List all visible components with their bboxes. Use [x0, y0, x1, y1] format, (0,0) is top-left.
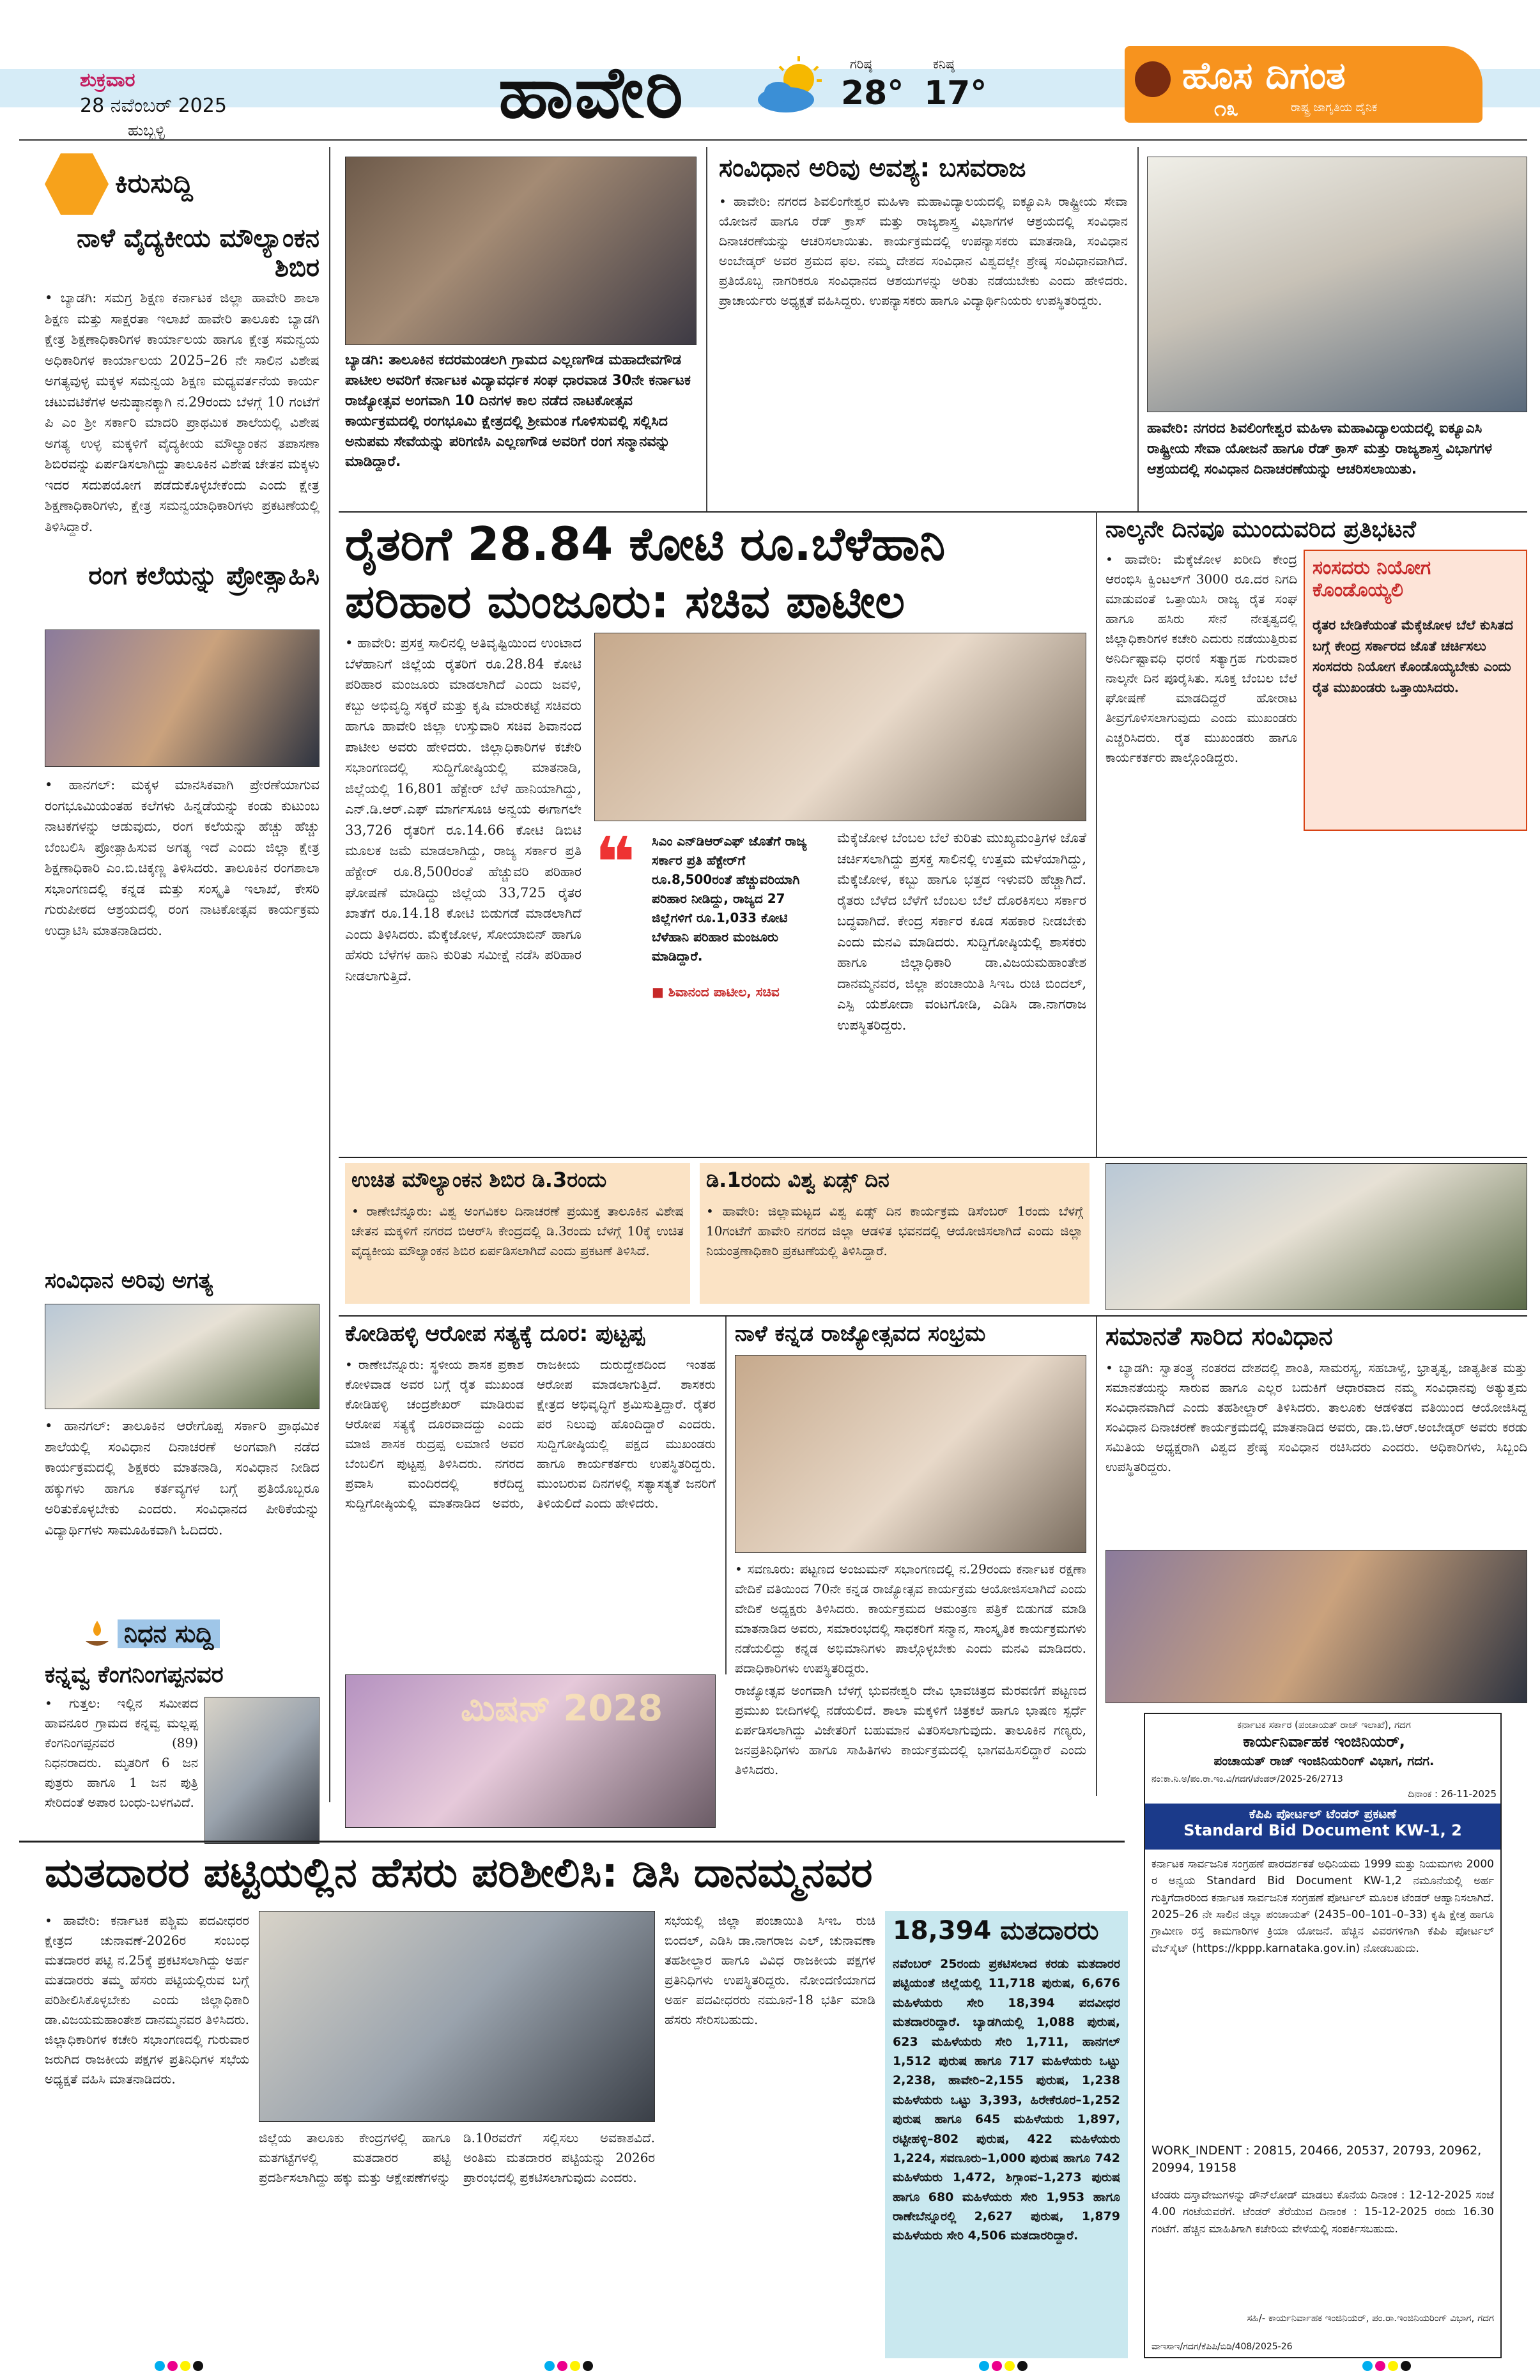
rajyotsava-headline: ನಾಳೆ ಕನ್ನಡ ರಾಜ್ಯೋತ್ಸವದ ಸಂಭ್ರಮ	[735, 1321, 986, 1347]
tender-body-2: ಟೆಂಡರು ದಸ್ತಾವೇಜುಗಳನ್ನು ಡೌನ್‌ಲೋಡ್ ಮಾಡಲು ಕೊನೆಯ ದಿನಾಂಕ : 12-12-2025 ಸಂಜೆ 4.00 ಗಂಟೆಯವರೆಗೆ. ಟೆಂಡರ್ ತೆರೆಯುವ ದಿನಾಂಕ : 15-12-2025 ರಂದು 16.30 ಗಂಟೆಗೆ. ಹೆಚ್ಚಿನ ಮಾಹಿತಿಗಾಗಿ ಕಚೇರಿಯ ವೇಳೆಯಲ್ಲಿ ಸಂಪರ್ಕಿಸಬಹುದು.	[1151, 2189, 1494, 2236]
lead-press-photo	[594, 633, 1086, 821]
paper-tagline: ರಾಷ್ಟ್ರ ಜಾಗೃತಿಯ ದೈನಿಕ	[1291, 101, 1378, 114]
tender-title: ಕಾರ್ಯನಿರ್ವಾಹಕ ಇಂಜಿನಿಯರ್,	[1243, 1733, 1405, 1750]
rule-lead-right	[1096, 511, 1097, 1157]
samvidhana-headline: ಸಂವಿಧಾನ ಅರಿವು ಅವಶ್ಯ: ಬಸವರಾಜ	[719, 153, 1026, 183]
rule-kodihalli	[725, 1317, 727, 1674]
samanate-body: • ಬ್ಯಾಡಗಿ: ಸ್ವಾತಂತ್ರ್ಯ ನಂತರದ ದೇಶದಲ್ಲಿ ಶಾಂತಿ, ಸಾಮರಸ್ಯ, ಸಹಬಾಳ್ವೆ, ಭ್ರಾತೃತ್ವ, ಜಾತ್ಯತೀತ ಮತ್ತು ಸಮಾನತೆಯನ್ನು ಸಾರುವ ಹಾಗೂ ಎಲ್ಲರ ಬದುಕಿಗೆ ಆಧಾರವಾದ ನಮ್ಮ ಸಂವಿಧಾನವು ಅತ್ಯುತ್ತಮ ಸಂವಿಧಾನವಾಗಿದೆ ಎಂದು ತಹಶೀಲ್ದಾರ್ ತಿಳಿಸಿದರು. ತಾಲೂಕು ಆಡಳಿತದ ವತಿಯಿಂದ ಆಯೋಜಿಸಿದ್ದ ಸಂವಿಧಾನ ದಿನಾಚರಣೆ ಕಾರ್ಯಕ್ರಮದಲ್ಲಿ ಮಾತನಾಡಿದ ಅವರು, ಡಾ.ಬಿ.ಆರ್.ಅಂಬೇಡ್ಕರ್ ಅವರು ಕರಡು ಸಮಿತಿಯ ಅಧ್ಯಕ್ಷರಾಗಿ ವಿಶ್ವದ ಶ್ರೇಷ್ಠ ಸಂವಿಧಾನ ರಚಿಸಿದರು ಎಂದರು. ಅಧಿಕಾರಿಗಳು, ಸಿಬ್ಬಂದಿ ಉಪಸ್ಥಿತರಿದ್ದರು.	[1105, 1360, 1527, 1474]
kirusuddi-body-2: • ಹಾನಗಲ್: ಮಕ್ಕಳ ಮಾನಸಿಕವಾಗಿ ಪ್ರೇರಣೆಯಾಗುವ ರಂಗಭೂಮಿಯಂತಹ ಕಲೆಗಳು ಹಿನ್ನಡೆಯನ್ನು ಕಂಡು ಕುಟುಂಬ ನಾಟಕಗಳನ್ನು ಆಡುವುದು, ರಂಗ ಕಲೆಯನ್ನು ಹೆಚ್ಚು ಹೆಚ್ಚು ಬೆಂಬಲಿಸಿ ಪ್ರೋತ್ಸಾಹಿಸುವ ಅಗತ್ಯ ಇದೆ ಎಂದು ಜಿಲ್ಲಾ ಕ್ಷೇತ್ರ ಶಿಕ್ಷಣಾಧಿಕಾರಿ ಎಂ.ಬಿ.ಚಿಕ್ಕಣ್ಣ ತಿಳಿಸಿದರು. ತಾಲೂಕಿನ ರಂಗಶಾಲಾ ಸಭಾಂಗಣದಲ್ಲಿ ಕನ್ನಡ ಮತ್ತು ಸಂಸ್ಕೃತಿ ಇಲಾಖೆ, ಕೇಸರಿ ಗುರುಪೀಠದ ಆಶ್ರಯದಲ್ಲಿ ರಂಗ ನಾಟಕೋತ್ಸವ ಕಾರ್ಯಕ್ರಮ ಉದ್ಘಾಟಿಸಿ ಮಾತನಾಡಿದರು.	[45, 777, 320, 938]
shibira-headline: ಉಚಿತ ಮೌಲ್ಯಾಂಕನ ಶಿಬಿರ ಡಿ.3ರಂದು	[351, 1168, 607, 1192]
day-label: ಶುಕ್ರವಾರ	[80, 69, 135, 91]
kodihalli-body: • ರಾಣೇಬೆನ್ನೂರು: ಸ್ಥಳೀಯ ಶಾಸಕ ಪ್ರಕಾಶ ಕೋಳಿವಾಡ ಅವರ ಬಗ್ಗೆ ರೈತ ಮುಖಂಡ ಕೋಡಿಹಳ್ಳಿ ಚಂದ್ರಶೇಖರ್ ಮಾಡಿರುವ ಆರೋಪ ಸತ್ಯಕ್ಕೆ ದೂರವಾದದ್ದು ಎಂದು ಮಾಜಿ ಶಾಸಕ ರುದ್ರಪ್ಪ ಲಮಾಣಿ ಅವರ ಬೆಂಬಲಿಗ ಪುಟ್ಟಪ್ಪ ತಿಳಿಸಿದರು. ನಗರದ ಪ್ರವಾಸಿ ಮಂದಿರದಲ್ಲಿ ಕರೆದಿದ್ದ ಸುದ್ದಿಗೋಷ್ಠಿಯಲ್ಲಿ ಮಾತನಾಡಿದ ಅವರು, ರಾಜಕೀಯ ದುರುದ್ದೇಶದಿಂದ ಇಂತಹ ಆರೋಪ ಮಾಡಲಾಗುತ್ತಿದೆ. ಶಾಸಕರು ಕ್ಷೇತ್ರದ ಅಭಿವೃದ್ಧಿಗೆ ಶ್ರಮಿಸುತ್ತಿದ್ದಾರೆ. ರೈತರ ಪರ ನಿಲುವು ಹೊಂದಿದ್ದಾರೆ ಎಂದರು. ಸುದ್ದಿಗೋಷ್ಠಿಯಲ್ಲಿ ಪಕ್ಷದ ಮುಖಂಡರು ಹಾಗೂ ಕಾರ್ಯಕರ್ತರು ಉಪಸ್ಥಿತರಿದ್ದರು. ಮುಂಬರುವ ದಿನಗಳಲ್ಲಿ ಸತ್ಯಾಸತ್ಯತೆ ಜನರಿಗೆ ತಿಳಿಯಲಿದೆ ಎಂದು ಹೇಳಿದರು.	[345, 1357, 716, 1511]
samvidhana-body: • ಹಾವೇರಿ: ನಗರದ ಶಿವಲಿಂಗೇಶ್ವರ ಮಹಿಳಾ ಮಹಾವಿದ್ಯಾಲಯದಲ್ಲಿ ಐಕ್ಯೂಎಸಿ ರಾಷ್ಟ್ರೀಯ ಸೇವಾ ಯೋಜನೆ ಹಾಗೂ ರೆಡ್ ಕ್ರಾಸ್ ಮತ್ತು ರಾಜ್ಯಶಾಸ್ತ್ರ ವಿಭಾಗಗಳ ಆಶ್ರಯದಲ್ಲಿ ಸಂವಿಧಾನ ದಿನಾಚರಣೆಯನ್ನು ಆಚರಿಸಲಾಯಿತು. ಕಾರ್ಯಕ್ರಮದಲ್ಲಿ ಉಪನ್ಯಾಸಕರು ಮಾತನಾಡಿ, ಸಂವಿಧಾನ ಅಂಬೇಡ್ಕರ್ ಅವರ ಶ್ರಮದ ಫಲ. ನಮ್ಮ ದೇಶದ ಸಂವಿಧಾನ ವಿಶ್ವದಲ್ಲೇ ಶ್ರೇಷ್ಠ ಸಂವಿಧಾನವಾಗಿದೆ. ಪ್ರತಿಯೊಬ್ಬ ನಾಗರಿಕರೂ ಸಂವಿಧಾನದ ಆಶಯಗಳನ್ನು ಅರಿತು ನಡೆಯಬೇಕು ಎಂದು ಹೇಳಿದರು. ಪ್ರಾಚಾರ್ಯರು ಅಧ್ಯಕ್ಷತೆ ವಹಿಸಿದ್ದರು. ಉಪನ್ಯಾಸಕರು ಹಾಗೂ ವಿದ್ಯಾರ್ಥಿನಿಯರು ಉಪಸ್ಥಿತರಿದ್ದರು.	[719, 194, 1128, 308]
lead-headline-2: ಪರಿಹಾರ ಮಂಜೂರು: ಸಚಿವ ಪಾಟೀಲ	[345, 575, 905, 628]
masthead	[0, 0, 1540, 139]
rajyotsava-body-continued: ರಾಜ್ಯೋತ್ಸವ ಅಂಗವಾಗಿ ಬೆಳಗ್ಗೆ ಭುವನೇಶ್ವರಿ ದೇವಿ ಭಾವಚಿತ್ರದ ಮೆರವಣಿಗೆ ಪಟ್ಟಣದ ಪ್ರಮುಖ ಬೀದಿಗಳಲ್ಲಿ ನಡೆಯಲಿದೆ. ಶಾಲಾ ಮಕ್ಕಳಿಗೆ ಚಿತ್ರಕಲೆ ಹಾಗೂ ಭಾಷಣ ಸ್ಪರ್ಧೆ ಏರ್ಪಡಿಸಲಾಗಿದ್ದು ವಿಜೇತರಿಗೆ ಬಹುಮಾನ ವಿತರಿಸಲಾಗುವುದು. ತಾಲೂಕಿನ ಗಣ್ಯರು, ಜನಪ್ರತಿನಿಧಿಗಳು ಹಾಗೂ ಸಾಹಿತಿಗಳು ಕಾರ್ಯಕ್ರಮದಲ್ಲಿ ಭಾಗವಹಿಸಲಿದ್ದಾರೆ ಎಂದು ತಿಳಿಸಿದರು.	[735, 1683, 1086, 1777]
rule-rajyotsava	[1096, 1317, 1097, 1796]
left-col-rule	[329, 147, 330, 1802]
protest-photo	[1105, 1163, 1527, 1310]
mission-banner-text: ಮಿಷನ್ 2028	[461, 1688, 663, 1729]
lead-col-1: • ಹಾವೇರಿ: ಪ್ರಸಕ್ತ ಸಾಲಿನಲ್ಲಿ ಅತಿವೃಷ್ಟಿಯಿಂದ ಉಂಟಾದ ಬೆಳೆಹಾನಿಗೆ ಜಿಲ್ಲೆಯ ರೈತರಿಗೆ ರೂ.28.84 ಕೋಟಿ ಪರಿಹಾರ ಮಂಜೂರು ಮಾಡಲಾಗಿದೆ ಎಂದು ಜವಳಿ, ಕಬ್ಬು ಅಭಿವೃದ್ಧಿ ಸಕ್ಕರೆ ಮತ್ತು ಕೃಷಿ ಮಾರುಕಟ್ಟೆ ಸಚಿವರು ಹಾಗೂ ಹಾವೇರಿ ಜಿಲ್ಲಾ ಉಸ್ತುವಾರಿ ಸಚಿವ ಶಿವಾನಂದ ಪಾಟೀಲ ಅವರು ಹೇಳಿದರು. ಜಿಲ್ಲಾಧಿಕಾರಿಗಳ ಕಚೇರಿ ಸಭಾಂಗಣದಲ್ಲಿ ಸುದ್ದಿಗೋಷ್ಠಿಯಲ್ಲಿ ಮಾತನಾಡಿ, ಜಿಲ್ಲೆಯಲ್ಲಿ 16,801 ಹೆಕ್ಟೇರ್ ಬೆಳೆ ಹಾನಿಯಾಗಿದ್ದು, ಎನ್.ಡಿ.ಆರ್.ಎಫ್ ಮಾರ್ಗಸೂಚಿ ಅನ್ವಯ ಈಗಾಗಲೇ 33,726 ರೈತರಿಗೆ ರೂ.14.66 ಕೋಟಿ ಡಿಬಿಟಿ ಮೂಲಕ ಜಮೆ ಮಾಡಲಾಗಿದ್ದು, ರಾಜ್ಯ ಸರ್ಕಾರ ಪ್ರತಿ ಹೆಕ್ಟೇರ್ ರೂ.8,500ರಂತೆ ಹೆಚ್ಚುವರಿ ಪರಿಹಾರ ಘೋಷಣೆ ಮಾಡಿದ್ದು ಜಿಲ್ಲೆಯ 33,725 ರೈತರ ಖಾತೆಗೆ ರೂ.14.18 ಕೋಟಿ ಬಿಡುಗಡೆ ಮಾಡಲಾಗಿದೆ ಎಂದು ತಿಳಿಸಿದರು. ಮೆಕ್ಕೆಜೋಳ, ಸೋಯಾಬಿನ್ ಹಾಗೂ ಹೆಸರು ಬೆಳೆಗಳ ಹಾನಿ ಕುರಿತು ಸಮೀಕ್ಷೆ ನಡೆಸಿ ಪರಿಹಾರ ನೀಡಲಾಗುತ್ತಿದೆ.	[345, 635, 581, 984]
quote-icon: ❝	[594, 822, 636, 904]
shibira-body: • ರಾಣೇಬೆನ್ನೂರು: ವಿಶ್ವ ಅಂಗವಿಕಲ ದಿನಾಚರಣೆ ಪ್ರಯುಕ್ತ ತಾಲೂಕಿನ ವಿಶೇಷ ಚೇತನ ಮಕ್ಕಳಿಗೆ ನಗರದ ಬಿಆರ್‌ಸಿ ಕೇಂದ್ರದಲ್ಲಿ ಡಿ.3ರಂದು ಬೆಳಗ್ಗೆ 10ಕ್ಕೆ ಉಚಿತ ವೈದ್ಯಕೀಯ ಮೌಲ್ಯಾಂಕನ ಶಿಬಿರ ಏರ್ಪಡಿಸಲಾಗಿದೆ ಎಂದು ಪ್ರಕಟಣೆ ತಿಳಿಸಿದೆ.	[351, 1203, 684, 1258]
tender-dept: ಕರ್ನಾಟಕ ಸರ್ಕಾರ (ಪಂಚಾಯತ್ ರಾಜ್ ಇಲಾಖೆ), ಗದಗ	[1237, 1719, 1411, 1731]
rajyotsava-photo	[735, 1355, 1086, 1553]
city-label: ಹುಬ್ಬಳ್ಳಿ	[128, 121, 165, 139]
tender-band-1: ಕೆಪಿಪಿ ಪೋರ್ಟಲ್ ಟೆಂಡರ್ ಪ್ರಕಟಣೆ	[1249, 1806, 1397, 1821]
max-temp-label: ಗರಿಷ್ಠ	[850, 56, 872, 72]
aids-headline: ಡಿ.1ರಂದು ವಿಶ್ವ ಏಡ್ಸ್ ದಿನ	[706, 1168, 889, 1192]
rule-under-top	[339, 511, 1527, 513]
tender-band-2: Standard Bid Document KW-1, 2	[1183, 1821, 1462, 1839]
tender-body: ಕರ್ನಾಟಕ ಸಾರ್ವಜನಿಕ ಸಂಗ್ರಹಣೆ ಪಾರದರ್ಶಕತೆ ಅಧಿನಿಯಮ 1999 ಮತ್ತು ನಿಯಮಗಳು 2000 ರ ಅನ್ವಯ Standard Bid Document KW-1,2 ನಮೂನೆಯಲ್ಲಿ ಅರ್ಹ ಗುತ್ತಿಗೆದಾರರಿಂದ ಕರ್ನಾಟಕ ಸಾರ್ವಜನಿಕ ಸಂಗ್ರಹಣೆ ಪೋರ್ಟಲ್ ಮೂಲಕ ಟೆಂಡರ್ ಆಹ್ವಾನಿಸಲಾಗಿದೆ. 2025–26 ನೇ ಸಾಲಿನ ಜಿಲ್ಲಾ ಪಂಚಾಯತ್ (2435–00–101–0–33) ಕೃಷಿ ಕ್ಷೇತ್ರ ಹಾಗೂ ಗ್ರಾಮೀಣ ರಸ್ತೆ ಕಾಮಗಾರಿಗಳ ಕ್ರಿಯಾ ಯೋಜನೆ. ಹೆಚ್ಚಿನ ವಿವರಗಳಿಗಾಗಿ ಕೆಪಿಪಿ ಪೋರ್ಟಲ್ ವೆಬ್‌ಸೈಟ್ (https://kppp.karnataka.gov.in) ನೋಡಬಹುದು.	[1151, 1858, 1494, 1955]
rule-top-1	[706, 147, 707, 511]
lead-quote-box	[594, 822, 824, 1007]
kirusuddi-badge	[45, 153, 262, 215]
protest-box-body: ರೈತರ ಬೇಡಿಕೆಯಂತೆ ಮೆಕ್ಕೆಜೋಳ ಬೆಲೆ ಕುಸಿತದ ಬಗ್ಗೆ ಕೇಂದ್ರ ಸರ್ಕಾರದ ಜೊತೆ ಚರ್ಚಿಸಲು ಸಂಸದರು ನಿಯೋಗ ಕೊಂಡೊಯ್ಯಬೇಕು ಎಂದು ರೈತ ಮುಖಂಡರು ಒತ್ತಾಯಿಸಿದರು.	[1313, 617, 1513, 695]
voters-photo	[259, 1911, 655, 2122]
paper-name: ಹೊಸ ದಿಗಂತ	[1182, 54, 1346, 97]
paper-page-number: ೧೩	[1214, 96, 1239, 121]
tender-footer: ವಾಇಸಾಇ/ಗದಗ/ಕೆಪಿಪಿ/ಬಿಡಿ/408/2025-26	[1151, 2342, 1293, 2352]
weather-icon	[754, 54, 831, 118]
tender-ref: ನಂ:ಕಾ.ನಿ.ಅ/ಪಂ.ರಾ.ಇಂ.ವಿ/ಗದಗ/ಟೆಂಡರ್/2025-26/2713	[1151, 1774, 1343, 1784]
date-label: 28 ನವೆಂಬರ್ 2025	[80, 95, 227, 117]
protest-box	[1304, 550, 1527, 831]
voters-box	[885, 1911, 1128, 2358]
samvidhana-photo	[1147, 157, 1527, 412]
min-temp: 17°	[924, 74, 987, 112]
min-temp-label: ಕನಿಷ್ಠ	[933, 56, 955, 72]
lamp-icon	[83, 1619, 111, 1650]
nidhana-text: • ಗುತ್ತಲ: ಇಲ್ಲಿನ ಸಮೀಪದ ಹಾವನೂರ ಗ್ರಾಮದ ಕನ್ನವ್ವ ಮಲ್ಲಪ್ಪ ಕೆಂಗನಿಂಗಪ್ಪನವರ (89) ನಿಧನರಾದರು. ಮೃತರಿಗೆ 6 ಜನ ಪುತ್ರರು ಹಾಗೂ 1 ಜನ ಪುತ್ರಿ ಸೇರಿದಂತೆ ಅಪಾರ ಬಂಧು-ಬಳಗವಿದೆ.	[45, 1696, 198, 1810]
kirusuddi-body-1: • ಬ್ಯಾಡಗಿ: ಸಮಗ್ರ ಶಿಕ್ಷಣ ಕರ್ನಾಟಕ ಜಿಲ್ಲಾ ಹಾವೇರಿ ಶಾಲಾ ಶಿಕ್ಷಣ ಮತ್ತು ಸಾಕ್ಷರತಾ ಇಲಾಖೆ ಹಾವೇರಿ ತಾಲೂಕು ಬ್ಯಾಡಗಿ ಕ್ಷೇತ್ರ ಶಿಕ್ಷಣಾಧಿಕಾರಿಗಳ ಕಾರ್ಯಾಲಯ ಹಾಗೂ ಕ್ಷೇತ್ರ ಸಮನ್ವಯ ಅಧಿಕಾರಿಗಳ ಕಾರ್ಯಾಲಯ 2025–26 ನೇ ಸಾಲಿನ ವಿಶೇಷ ಅಗತ್ಯವುಳ್ಳ ಮಕ್ಕಳ ಸಮನ್ವಯ ಶಿಕ್ಷಣ ಮಧ್ಯವರ್ತನೆಯ ಕಾರ್ಯ ಚಟುವಟಿಕೆಗಳ ಅನುಷ್ಠಾನಕ್ಕಾಗಿ ನ.29ರಂದು ಬೆಳಗ್ಗೆ 10 ಗಂಟೆಗೆ ಪಿ ಎಂ ಶ್ರೀ ಸರ್ಕಾರಿ ಮಾದರಿ ಪ್ರಾಥಮಿಕ ಶಾಲೆಯಲ್ಲಿ ವಿಶೇಷ ಅಗತ್ಯ ಉಳ್ಳ ಮಕ್ಕಳಿಗೆ ವೈದ್ಯಕೀಯ ಮೌಲ್ಯಾಂಕನ ತಪಾಸಣಾ ಶಿಬಿರವನ್ನು ಏರ್ಪಡಿಸಲಾಗಿದ್ದು ತಾಲೂಕಿನ ವಿಶೇಷ ಚೇತನ ಮಕ್ಕಳು ಇದರ ಸದುಪಯೋಗ ಪಡೆದುಕೊಳ್ಳಬೇಕೆಂದು ಎಂದು ಕ್ಷೇತ್ರ ಶಿಕ್ಷಣಾಧಿಕಾರಿಗಳು, ಕ್ಷೇತ್ರ ಸಮನ್ವಯಾಧಿಕಾರಿಗಳು ಪ್ರಕಟಣೆಯಲ್ಲಿ ತಿಳಿಸಿದ್ದಾರೆ.	[45, 290, 320, 535]
samanate-headline: ಸಮಾನತೆ ಸಾರಿದ ಸಂವಿಧಾನ	[1105, 1322, 1333, 1351]
kirusuddi-body-3: • ಹಾನಗಲ್: ತಾಲೂಕಿನ ಆರೇಗೊಪ್ಪ ಸರ್ಕಾರಿ ಪ್ರಾಥಮಿಕ ಶಾಲೆಯಲ್ಲಿ ಸಂವಿಧಾನ ದಿನಾಚರಣೆ ಅಂಗವಾಗಿ ನಡೆದ ಕಾರ್ಯಕ್ರಮದಲ್ಲಿ ಶಿಕ್ಷಕರು ಮಾತನಾಡಿ, ಸಂವಿಧಾನ ನೀಡಿದ ಹಕ್ಕುಗಳು ಹಾಗೂ ಕರ್ತವ್ಯಗಳ ಬಗ್ಗೆ ಪ್ರತಿಯೊಬ್ಬರೂ ಅರಿತುಕೊಳ್ಳಬೇಕು ಎಂದರು. ಸಂವಿಧಾನದ ಪೀಠಿಕೆಯನ್ನು ವಿದ್ಯಾರ್ಥಿಗಳು ಸಾಮೂಹಿಕವಾಗಿ ಓದಿದರು.	[45, 1418, 320, 1538]
voters-headline: ಮತದಾರರ ಪಟ್ಟಿಯಲ್ಲಿನ ಹೆಸರು ಪರಿಶೀಲಿಸಿ: ಡಿಸಿ ದಾನಮ್ಮನವರ	[45, 1850, 873, 1897]
lead-quote-text: ಸಿಎಂ ಎನ್‌ಡಿಆರ್‌ಎಫ್ ಜೊತೆಗೆ ರಾಜ್ಯ ಸರ್ಕಾರ ಪ್ರತಿ ಹೆಕ್ಟೇರ್‌ಗೆ ರೂ.8,500ರಂತೆ ಹೆಚ್ಚುವರಿಯಾಗಿ ಪರಿಹಾರ ನೀಡಿದ್ದು, ರಾಜ್ಯದ 27 ಜಿಲ್ಲೆಗಳಿಗೆ ರೂ.1,033 ಕೋಟಿ ಬೆಳೆಹಾನಿ ಪರಿಹಾರ ಮಂಜೂರು ಮಾಡಿದ್ದಾರೆ.	[652, 833, 807, 964]
protest-body: • ಹಾವೇರಿ: ಮೆಕ್ಕೆಜೋಳ ಖರೀದಿ ಕೇಂದ್ರ ಆರಂಭಿಸಿ ಕ್ವಿಂಟಲ್‌ಗೆ 3000 ರೂ.ದರ ನಿಗದಿ ಮಾಡುವಂತೆ ಒತ್ತಾಯಿಸಿ ರಾಜ್ಯ ರೈತ ಸಂಘ ಹಾಗೂ ಹಸಿರು ಸೇನೆ ನೇತೃತ್ವದಲ್ಲಿ ಜಿಲ್ಲಾಧಿಕಾರಿಗಳ ಕಚೇರಿ ಎದುರು ನಡೆಯುತ್ತಿರುವ ಅನಿರ್ದಿಷ್ಟಾವಧಿ ಧರಣಿ ಸತ್ಯಾಗ್ರಹ ಗುರುವಾರ ನಾಲ್ಕನೇ ದಿನ ಪೂರೈಸಿತು. ಸೂಕ್ತ ಬೆಂಬಲ ಬೆಲೆ ಘೋಷಣೆ ಮಾಡದಿದ್ದರೆ ಹೋರಾಟ ತೀವ್ರಗೊಳಿಸಲಾಗುವುದು ಎಂದು ಮುಖಂಡರು ಎಚ್ಚರಿಸಿದರು. ರೈತ ಮುಖಂಡರು ಹಾಗೂ ಕಾರ್ಯಕರ್ತರು ಪಾಲ್ಗೊಂಡಿದ್ದರು.	[1105, 552, 1297, 765]
kirusuddi-photo-3	[45, 1304, 320, 1409]
tender-work-indent: WORK_INDENT : 20815, 20466, 20537, 20793, 20962, 20994, 19158	[1151, 2144, 1482, 2175]
voters-col-1: • ಹಾವೇರಿ: ಕರ್ನಾಟಕ ಪಶ್ಚಿಮ ಪದವೀಧರರ ಕ್ಷೇತ್ರದ ಚುನಾವಣೆ-2026ರ ಸಂಬಂಧ ಮತದಾರರ ಪಟ್ಟಿ ನ.25ಕ್ಕೆ ಪ್ರಕಟಿಸಲಾಗಿದ್ದು ಅರ್ಹ ಮತದಾರರು ತಮ್ಮ ಹೆಸರು ಪಟ್ಟಿಯಲ್ಲಿರುವ ಬಗ್ಗೆ ಪರಿಶೀಲಿಸಿಕೊಳ್ಳಬೇಕು ಎಂದು ಜಿಲ್ಲಾಧಿಕಾರಿ ಡಾ.ವಿಜಯಮಹಾಂತೇಶ ದಾನಮ್ಮನವರ ತಿಳಿಸಿದರು. ಜಿಲ್ಲಾಧಿಕಾರಿಗಳ ಕಚೇರಿ ಸಭಾಂಗಣದಲ್ಲಿ ಗುರುವಾರ ಜರುಗಿದ ರಾಜಕೀಯ ಪಕ್ಷಗಳ ಪ್ರತಿನಿಧಿಗಳ ಸಭೆಯ ಅಧ್ಯಕ್ಷತೆ ವಹಿಸಿ ಮಾತನಾಡಿದರು.	[45, 1913, 249, 2087]
lead-quote-by: ■ ಶಿವಾನಂದ ಪಾಟೀಲ, ಸಚಿವ	[652, 984, 780, 1000]
mission-photo	[345, 1674, 716, 1828]
aids-body: • ಹಾವೇರಿ: ಜಿಲ್ಲಾಮಟ್ಟದ ವಿಶ್ವ ಏಡ್ಸ್ ದಿನ ಕಾರ್ಯಕ್ರಮ ಡಿಸೆಂಬರ್ 1ರಂದು ಬೆಳಗ್ಗೆ 10ಗಂಟೆಗೆ ಹಾವೇರಿ ನಗರದ ಜಿಲ್ಲಾ ಆಡಳಿತ ಭವನದಲ್ಲಿ ಆಯೋಜಿಸಲಾಗಿದೆ ಎಂದು ಜಿಲ್ಲಾ ನಿಯಂತ್ರಣಾಧಿಕಾರಿ ಪ್ರಕಟಣೆಯಲ್ಲಿ ತಿಳಿಸಿದ್ದಾರೆ.	[706, 1203, 1083, 1258]
samvidhana-photo-caption: ಹಾವೇರಿ: ನಗರದ ಶಿವಲಿಂಗೇಶ್ವರ ಮಹಿಳಾ ಮಹಾವಿದ್ಯಾಲಯದಲ್ಲಿ ಐಕ್ಯೂಎಸಿ ರಾಷ್ಟ್ರೀಯ ಸೇವಾ ಯೋಜನೆ ಹಾಗೂ ರೆಡ್ ಕ್ರಾಸ್ ಮತ್ತು ರಾಜ್ಯಶಾಸ್ತ್ರ ವಿಭಾಗಗಳ ಆಶ್ರಯದಲ್ಲಿ ಸಂವಿಧಾನ ದಿನಾಚರಣೆಯನ್ನು ಆಚರಿಸಲಾಯಿತು.	[1147, 421, 1492, 477]
max-temp: 28°	[841, 74, 904, 112]
tender-date: ದಿನಾಂಕ : 26-11-2025	[1408, 1788, 1497, 1800]
samanate-photo	[1105, 1550, 1527, 1703]
rule-bottom-section	[19, 1841, 1125, 1843]
tender-ad	[1144, 1713, 1502, 2358]
award-photo	[345, 157, 697, 345]
kirusuddi-headline-2: ರಂಗ ಕಲೆಯನ್ನು ಪ್ರೋತ್ಸಾಹಿಸಿ	[88, 561, 320, 591]
paper-logo	[1125, 46, 1482, 123]
paper-logo-mark	[1135, 61, 1171, 97]
rule-under-lead	[339, 1157, 1527, 1158]
edition-name: ಹಾವೇರಿ	[498, 51, 684, 134]
finger-icon	[45, 153, 109, 215]
nidhana-title: ನಿಧನ ಸುದ್ದಿ	[118, 1619, 220, 1648]
rule-under-shibira	[339, 1315, 1527, 1317]
award-photo-caption: ಬ್ಯಾಡಗಿ: ತಾಲೂಕಿನ ಕದರಮಂಡಲಗಿ ಗ್ರಾಮದ ಎಲ್ಲಣಗೌಡ ಮಹಾದೇವಗೌಡ ಪಾಟೀಲ ಅವರಿಗೆ ಕರ್ನಾಟಕ ವಿದ್ಯಾವರ್ಧಕ ಸಂಘ ಧಾರವಾಡ 30ನೇ ಕರ್ನಾಟಕ ರಾಜ್ಯೋತ್ಸವ ಅಂಗವಾಗಿ 10 ದಿನಗಳ ಕಾಲ ನಡೆದ ನಾಟಕೋತ್ಸವ ಕಾರ್ಯಕ್ರಮದಲ್ಲಿ ರಂಗಭೂಮಿ ಕ್ಷೇತ್ರದಲ್ಲಿ ಶ್ರೀಮಂತ ಗೊಳಿಸುವಲ್ಲಿ ಸಲ್ಲಿಸಿದ ಅನುಪಮ ಸೇವೆಯನ್ನು ಪರಿಗಣಿಸಿ ಎಲ್ಲಣಗೌಡ ಅವರಿಗೆ ರಂಗ ಸನ್ಮಾನವನ್ನು ಮಾಡಿದ್ದಾರೆ.	[345, 352, 691, 470]
voters-col-3: ಸಭೆಯಲ್ಲಿ ಜಿಲ್ಲಾ ಪಂಚಾಯಿತಿ ಸಿಇಒ ರುಚಿ ಬಿಂದಲ್, ಎಡಿಸಿ ಡಾ.ನಾಗರಾಜ ಎಲ್, ಚುನಾವಣಾ ತಹಶೀಲ್ದಾರ ಹಾಗೂ ವಿವಿಧ ರಾಜಕೀಯ ಪಕ್ಷಗಳ ಪ್ರತಿನಿಧಿಗಳು ಉಪಸ್ಥಿತರಿದ್ದರು. ನೋಂದಣಿಯಾಗದ ಅರ್ಹ ಪದವೀಧರರು ನಮೂನೆ-18 ಭರ್ತಿ ಮಾಡಿ ಹೆಸರು ಸೇರಿಸಬಹುದು.	[665, 1913, 875, 2027]
nidhana-badge	[83, 1617, 275, 1653]
protest-box-title: ಸಂಸದರು ನಿಯೋಗ ಕೊಂಡೊಯ್ಯಲಿ	[1313, 557, 1431, 601]
kirusuddi-headline-1: ನಾಳೆ ವೈದ್ಯಕೀಯ ಮೌಲ್ಯಾಂಕನ ಶಿಬಿರ	[77, 224, 320, 282]
tender-band	[1145, 1804, 1500, 1850]
masthead-rule	[19, 139, 1527, 141]
shibira-box	[345, 1163, 690, 1304]
rule-top-2	[1137, 147, 1139, 511]
lead-col-2: ಮೆಕ್ಕೆಜೋಳ ಬೆಂಬಲ ಬೆಲೆ ಕುರಿತು ಮುಖ್ಯಮಂತ್ರಿಗಳ ಜೊತೆ ಚರ್ಚಿಸಲಾಗಿದ್ದು ಪ್ರಸಕ್ತ ಸಾಲಿನಲ್ಲಿ ಉತ್ತಮ ಮಳೆಯಾಗಿದ್ದು, ಮೆಕ್ಕೆಜೋಳ, ಕಬ್ಬು ಹಾಗೂ ಭತ್ತದ ಇಳುವರಿ ಹೆಚ್ಚಾಗಿದೆ. ರೈತರು ಬೆಳೆದ ಬೆಳೆಗೆ ಬೆಂಬಲ ಬೆಲೆ ದೊರಕಿಸಲು ಸರ್ಕಾರ ಬದ್ಧವಾಗಿದೆ. ಕೇಂದ್ರ ಸರ್ಕಾರ ಕೂಡ ಸಹಕಾರ ನೀಡಬೇಕು ಎಂದು ಮನವಿ ಮಾಡಿದರು. ಸುದ್ದಿಗೋಷ್ಠಿಯಲ್ಲಿ ಶಾಸಕರು ಹಾಗೂ ಜಿಲ್ಲಾಧಿಕಾರಿ ಡಾ.ವಿಜಯಮಹಾಂತೇಶ ದಾನಮ್ಮನವರ, ಜಿಲ್ಲಾ ಪಂಚಾಯಿತಿ ಸಿಇಒ ರುಚಿ ಬಿಂದಲ್, ಎಸ್ಪಿ ಯಶೋದಾ ವಂಟಗೋಡಿ, ಎಡಿಸಿ ಡಾ.ನಾಗರಾಜ ಉಪಸ್ಥಿತರಿದ್ದರು.	[837, 830, 1086, 1033]
voters-box-title: 18,394 ಮತದಾರರು	[893, 1916, 1099, 1945]
tender-sign: ಸಹಿ/- ಕಾರ್ಯನಿರ್ವಾಹಕ ಇಂಜಿನಿಯರ್, ಪಂ.ರಾ.ಇಂಜಿನಿಯರಿಂಗ್ ವಿಭಾಗ, ಗದಗ	[1247, 2312, 1494, 2324]
kodihalli-headline: ಕೋಡಿಹಳ್ಳಿ ಆರೋಪ ಸತ್ಯಕ್ಕೆ ದೂರ: ಪುಟ್ಟಪ್ಪ	[345, 1321, 645, 1347]
kirusuddi-headline-3: ಸಂವಿಧಾನ ಅರಿವು ಅಗತ್ಯ	[45, 1268, 213, 1294]
voters-box-body: ನವೆಂಬರ್ 25ರಂದು ಪ್ರಕಟಿಸಲಾದ ಕರಡು ಮತದಾರರ ಪಟ್ಟಿಯಂತೆ ಜಿಲ್ಲೆಯಲ್ಲಿ 11,718 ಪುರುಷ, 6,676 ಮಹಿಳೆಯರು ಸೇರಿ 18,394 ಪದವೀಧರ ಮತದಾರರಿದ್ದಾರೆ. ಬ್ಯಾಡಗಿಯಲ್ಲಿ 1,088 ಪುರುಷ, 623 ಮಹಿಳೆಯರು ಸೇರಿ 1,711, ಹಾನಗಲ್ 1,512 ಪುರುಷ ಹಾಗೂ 717 ಮಹಿಳೆಯರು ಒಟ್ಟು 2,238, ಹಾವೇರಿ–2,155 ಪುರುಷ, 1,238 ಮಹಿಳೆಯರು ಒಟ್ಟು 3,393, ಹಿರೇಕೆರೂರ–1,252 ಪುರುಷ ಹಾಗೂ 645 ಮಹಿಳೆಯರು 1,897, ರಟ್ಟೀಹಳ್ಳಿ–802 ಪುರುಷ, 422 ಮಹಿಳೆಯರು 1,224, ಸವಣೂರು–1,000 ಪುರುಷ ಹಾಗೂ 742 ಮಹಿಳೆಯರು 1,472, ಶಿಗ್ಗಾಂವ–1,273 ಪುರುಷ ಹಾಗೂ 680 ಮಹಿಳೆಯರು ಸೇರಿ 1,953 ಹಾಗೂ ರಾಣೇಬೆನ್ನೂರಲ್ಲಿ 2,627 ಪುರುಷ, 1,879 ಮಹಿಳೆಯರು ಸೇರಿ 4,506 ಮತದಾರರಿದ್ದಾರೆ.	[893, 1957, 1120, 2243]
kirusuddi-photo-2	[45, 630, 320, 767]
aids-box	[700, 1163, 1090, 1304]
nidhana-name: ಕನ್ನವ್ವ ಕೆಂಗನಿಂಗಪ್ಪನವರ	[45, 1662, 224, 1688]
nidhana-photo	[204, 1697, 320, 1844]
rajyotsava-body: • ಸವಣೂರು: ಪಟ್ಟಣದ ಅಂಜುಮನ್ ಸಭಾಂಗಣದಲ್ಲಿ ನ.29ರಂದು ಕರ್ನಾಟಕ ರಕ್ಷಣಾ ವೇದಿಕೆ ವತಿಯಿಂದ 70ನೇ ಕನ್ನಡ ರಾಜ್ಯೋತ್ಸವ ಕಾರ್ಯಕ್ರಮ ಆಯೋಜಿಸಲಾಗಿದೆ ಎಂದು ವೇದಿಕೆ ಅಧ್ಯಕ್ಷರು ತಿಳಿಸಿದರು. ಕಾರ್ಯಕ್ರಮದ ಆಮಂತ್ರಣ ಪತ್ರಿಕೆ ಬಿಡುಗಡೆ ಮಾಡಿ ಮಾತನಾಡಿದ ಅವರು, ಸಮಾರಂಭದಲ್ಲಿ ಸಾಧಕರಿಗೆ ಸನ್ಮಾನ, ಸಾಂಸ್ಕೃತಿಕ ಕಾರ್ಯಕ್ರಮಗಳು ನಡೆಯಲಿದ್ದು ಕನ್ನಡ ಅಭಿಮಾನಿಗಳು ಪಾಲ್ಗೊಳ್ಳಬೇಕು ಎಂದು ಮನವಿ ಮಾಡಿದರು. ಪದಾಧಿಕಾರಿಗಳು ಉಪಸ್ಥಿತರಿದ್ದರು.	[735, 1561, 1086, 1676]
protest-headline: ನಾಲ್ಕನೇ ದಿನವೂ ಮುಂದುವರಿದ ಪ್ರತಿಭಟನೆ	[1105, 516, 1416, 543]
lead-headline-1: ರೈತರಿಗೆ 28.84 ಕೋಟಿ ರೂ.ಬೆಳೆಹಾನಿ	[345, 517, 946, 571]
tender-subtitle: ಪಂಚಾಯತ್ ರಾಜ್ ಇಂಜಿನಿಯರಿಂಗ್ ವಿಭಾಗ, ಗದಗ.	[1213, 1753, 1435, 1768]
registration-marks	[0, 2358, 1540, 2377]
kirusuddi-title: ಕಿರುಸುದ್ದಿ	[115, 167, 193, 199]
voters-col-2: ಜಿಲ್ಲೆಯ ತಾಲೂಕು ಕೇಂದ್ರಗಳಲ್ಲಿ ಹಾಗೂ ಮತಗಟ್ಟೆಗಳಲ್ಲಿ ಮತದಾರರ ಪಟ್ಟಿ ಪ್ರದರ್ಶಿಸಲಾಗಿದ್ದು ಹಕ್ಕು ಮತ್ತು ಆಕ್ಷೇಪಣೆಗಳನ್ನು ಡಿ.10ರವರೆಗೆ ಸಲ್ಲಿಸಲು ಅವಕಾಶವಿದೆ. ಅಂತಿಮ ಮತದಾರರ ಪಟ್ಟಿಯನ್ನು 2026ರ ಪ್ರಾರಂಭದಲ್ಲಿ ಪ್ರಕಟಿಸಲಾಗುವುದು ಎಂದರು.	[259, 2130, 655, 2185]
